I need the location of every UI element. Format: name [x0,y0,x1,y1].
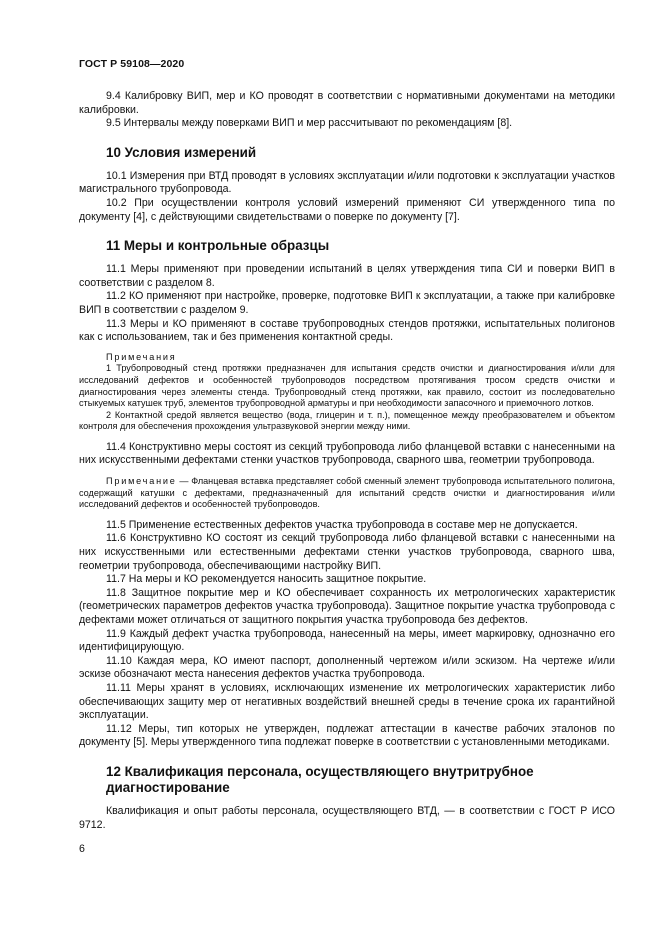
para-9-4: 9.4 Калибровку ВИП, мер и КО проводят в соответствии с нормативными документами на методики калибровки. [79,90,615,116]
page-number: 6 [79,843,85,855]
para-12: Квалификация и опыт работы персонала, осуществляющего ВТД, — в соответствии с ГОСТ Р ИСО 9712. [79,804,615,831]
para-11-7: 11.7 На меры и КО рекомендуется наносить защитное покрытие. [106,573,427,586]
note-1: 1 Трубопроводный стенд протяжки предназначен для испытания средств очистки и диагностирования и/или для исследований дефектов и особенностей трубопроводов посредством протягивания тросом средств очистки и диагностирования через элементы стенда. Трубопроводный стенд протяжки, как правило, состоит из последовательно стыкуемых катушек труб, элементов трубопроводной арматуры и при необходимости запасочного и приемочного лотков. [79,363,615,409]
section-12-title: 12 Квалификация персонала, осуществляющего внутритрубное диагностирование [106,763,534,795]
note-2: 2 Контактной средой является вещество (вода, глицерин и т. п.), помещенное между преобразователем и объектом контроля для обеспечения прохождения ультразвуковой энергии между ними. [79,409,615,432]
para-9-5: 9.5 Интервалы между поверками ВИП и мер рассчитывают по рекомендациям [8]. [106,117,513,130]
para-11-4: 11.4 Конструктивно меры состоят из секций трубопровода либо фланцевой вставки с нанесенными на них искусственными дефектами стенки участков трубопровода, сварного шва, геометрии трубопровода. [79,440,615,467]
para-11-12: 11.12 Меры, тип которых не утвержден, подлежат аттестации в качестве рабочих эталонов по документу [5]. Меры утвержденного типа подлежат поверке в соответствии с установленными методиками. [79,722,615,749]
para-10-2: 10.2 При осуществлении контроля условий измерений применяют СИ утвержденного типа по документу [4], с действующими свидетельствами о поверке по документу [7]. [79,196,615,223]
note-11-4 [79,476,615,511]
para-11-8: 11.8 Защитное покрытие мер и КО обеспечивает сохранность их метрологических характеристик (геометрических параметров дефектов участка трубопровода). Защитное покрытие участка трубопровода с дефектами может отличаться от защитного покрытия участка трубопровода без дефектов. [79,586,615,626]
para-11-9: 11.9 Каждый дефект участка трубопровода, нанесенный на меры, имеет маркировку, однозначно его идентифицирующую. [79,627,615,654]
para-11-11: 11.11 Меры хранят в условиях, исключающих изменение их метрологических характеристик либо обеспечивающих защиту мер от негативных воздействий внешней среды в течение срока их гарантийной эксплуатации. [79,681,615,722]
para-11-10: 11.10 Каждая мера, КО имеют паспорт, дополненный чертежом и/или эскизом. На чертеже и/или эскизе обозначают места нанесения дефектов участка трубопровода. [79,654,615,681]
para-11-6: 11.6 Конструктивно КО состоят из секций трубопровода либо фланцевой вставки с нанесенными на них искусственными или естественными дефектами стенки участков трубопровода, сварного шва, геометрии трубопровода, обеспечивающими настройку ВИП. [79,532,615,572]
para-11-5: 11.5 Применение естественных дефектов участка трубопровода в составе мер не допускается. [106,518,578,531]
section-10-title: 10 Условия измерений [106,144,257,160]
note-label: Примечание [106,476,177,487]
notes-title: Примечания [106,351,177,362]
para-11-1: 11.1 Меры применяют при проведении испытаний в целях утверждения типа СИ и поверки ВИП в соответствии с разделом 8. [79,263,615,289]
section-11-title: 11 Меры и контрольные образцы [106,238,330,254]
document-header: ГОСТ Р 59108—2020 [79,58,185,70]
document-body [79,90,615,832]
note-text: — Фланцевая вставка представляет собой сменный элемент трубопровода испытательного полигона, содержащий катушки с дефектами, предназначенный для испытаний средств очистки и диагностирования и/или исследований дефектов и особенностей трубопроводов. [79,476,615,510]
para-11-3: 11.3 Меры и КО применяют в составе трубопроводных стендов протяжки, испытательных полигонов как с использованием, так и без применения контактной среды. [79,317,615,344]
para-11-2: 11.2 КО применяют при настройке, проверке, подготовке ВИП к эксплуатации, а также при калибровке ВИП в соответствии с разделом 9. [79,290,615,316]
para-10-1: 10.1 Измерения при ВТД проводят в условиях эксплуатации и/или подготовки к эксплуатации участков магистрального трубопровода. [79,169,615,196]
